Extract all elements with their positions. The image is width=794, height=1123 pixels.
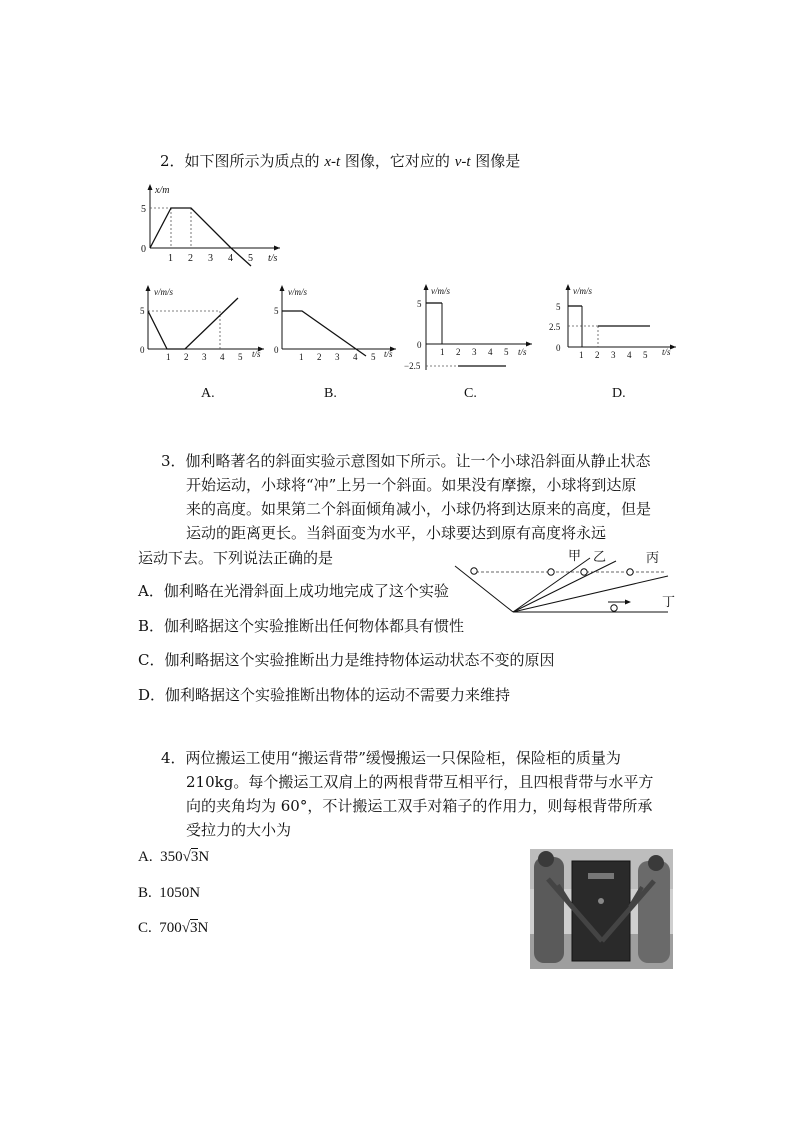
q4-choice-a-letter: A. — [138, 849, 153, 865]
b-ytick-0: 0 — [274, 345, 279, 355]
xt-xtick-3: 3 — [208, 253, 213, 264]
d-xtick-3: 3 — [611, 350, 616, 360]
a-xtick-1: 1 — [166, 352, 171, 362]
c-y-arrow — [424, 284, 429, 290]
a-xtick-3: 3 — [202, 352, 207, 362]
q3-line-3: 来的高度。如果第二个斜面倾角减小，小球仍将到达原来的高度，但是 — [186, 500, 652, 518]
d-ytick-2.5: 2.5 — [549, 322, 561, 332]
label-ding: 丁 — [662, 594, 676, 609]
c-xlabel: t/s — [518, 347, 527, 357]
q4-line-3: 向的夹角均为 60°，不计搬运工双手对箱子的作用力，则每根背带所承 — [186, 797, 653, 815]
q4-choice-b[interactable] — [138, 881, 200, 905]
b-xtick-3: 3 — [335, 352, 340, 362]
q3-line-2: 开始运动，小球将“冲”上另一个斜面。如果没有摩擦，小球将到达原 — [186, 476, 637, 494]
xt-xtick-2: 2 — [188, 253, 193, 264]
d-ytick-0: 0 — [556, 343, 561, 353]
label-jia: 甲 — [568, 548, 582, 563]
q3-continuation: 运动下去。下列说法正确的是 — [138, 549, 334, 567]
q2-xt-label: x-t — [324, 154, 341, 170]
d-ytick-5: 5 — [556, 302, 561, 312]
q2-vt-label: v-t — [454, 154, 471, 170]
c-xtick-4: 4 — [488, 347, 493, 357]
xt-x-arrow — [274, 246, 280, 251]
q2-stem-prefix: 2．如下图所示为质点的 — [160, 152, 325, 170]
d-ylabel: v/m/s — [573, 286, 592, 296]
b-ytick-5: 5 — [274, 306, 279, 316]
a-xtick-4: 4 — [220, 352, 225, 362]
q4-choice-a-coef: 350 — [160, 849, 183, 865]
c-ytick-neg: −2.5 — [404, 361, 421, 371]
a-xlabel: t/s — [252, 349, 261, 359]
ball-start — [471, 568, 477, 574]
q4-choice-c[interactable] — [138, 916, 208, 940]
b-xlabel: t/s — [384, 349, 393, 359]
q2-xt-graph — [138, 180, 288, 270]
q2-option-b-letter[interactable]: B. — [324, 386, 337, 401]
ball-jia — [548, 569, 554, 575]
xt-ytick-0: 0 — [141, 244, 146, 255]
q2-stem-suffix: 图像是 — [470, 152, 521, 170]
c-xtick-3: 3 — [472, 347, 477, 357]
b-y-arrow — [280, 285, 285, 291]
a-ytick-5: 5 — [140, 306, 145, 316]
xt-ylabel: x/m — [155, 185, 170, 196]
q3-line-1: 3．伽利略著名的斜面实验示意图如下所示。让一个小球沿斜面从静止状态 — [161, 452, 651, 470]
q4-line-2: 210kg。每个搬运工双肩上的两根背带互相平行，且四根背带与水平方 — [186, 773, 654, 791]
incline-yi — [513, 561, 616, 612]
label-yi: 乙 — [593, 549, 607, 564]
q2-option-c-letter[interactable]: C. — [464, 386, 477, 401]
q2-option-b-graph — [272, 282, 400, 372]
c-x-arrow — [526, 342, 532, 347]
incline-jia — [513, 558, 590, 612]
ball-bing — [627, 569, 633, 575]
c-xtick-2: 2 — [456, 347, 461, 357]
q4-choice-c-unit: N — [197, 920, 209, 936]
q2-option-a-graph — [140, 282, 268, 372]
xt-xtick-5: 5 — [248, 253, 253, 264]
a-ylabel: v/m/s — [154, 287, 173, 297]
incline-bing — [513, 576, 668, 612]
q4-choice-a-unit: N — [198, 849, 210, 865]
label-bing: 丙 — [646, 550, 660, 565]
d-x-arrow — [670, 345, 676, 350]
xt-xlabel: t/s — [268, 253, 278, 264]
a-ytick-0: 0 — [140, 345, 145, 355]
a-curve — [148, 298, 238, 349]
q4-choice-b-letter: B. — [138, 885, 152, 901]
q4-choice-c-letter: C. — [138, 920, 152, 936]
c-xtick-5: 5 — [504, 347, 509, 357]
q2-option-d-graph — [540, 282, 680, 372]
sqrt-icon: √ — [182, 849, 191, 865]
c-ylabel: v/m/s — [431, 286, 450, 296]
d-xlabel: t/s — [662, 347, 671, 357]
left-incline — [455, 566, 513, 612]
movers-safe-illustration — [530, 849, 673, 969]
ball-ding — [611, 605, 617, 611]
q4-line-4: 受拉力的大小为 — [186, 821, 292, 839]
xt-curve — [150, 208, 251, 266]
xt-xtick-1: 1 — [168, 253, 173, 264]
d-xtick-4: 4 — [627, 350, 632, 360]
sqrt-icon: √ — [181, 920, 190, 936]
mover-left — [534, 857, 564, 963]
a-xtick-2: 2 — [184, 352, 189, 362]
q4-choice-b-value: 1050N — [159, 885, 201, 901]
q2-option-c-graph — [400, 282, 536, 377]
q3-choice-b[interactable]: B．伽利略据这个实验推断出任何物体都具有惯性 — [138, 617, 465, 635]
ball-yi — [581, 569, 587, 575]
a-xtick-5: 5 — [238, 352, 243, 362]
xt-y-arrow — [148, 184, 153, 190]
c-ytick-5: 5 — [417, 299, 422, 309]
mover-right — [638, 861, 670, 963]
b-ylabel: v/m/s — [288, 287, 307, 297]
d-xtick-1: 1 — [579, 350, 584, 360]
q2-stem-mid: 图像，它对应的 — [340, 152, 455, 170]
q2-option-a-letter[interactable]: A. — [201, 386, 215, 401]
q3-incline-diagram — [450, 546, 680, 616]
q4-choice-a-root: 3 — [190, 849, 199, 865]
q2-stem — [160, 149, 520, 174]
a-y-arrow — [146, 285, 151, 291]
xt-xtick-4: 4 — [228, 253, 233, 264]
xt-ytick-5: 5 — [141, 204, 146, 215]
movers-safe-photo — [530, 849, 673, 969]
b-xtick-4: 4 — [353, 352, 358, 362]
b-xtick-1: 1 — [299, 352, 304, 362]
q3-choice-c[interactable]: C．伽利略据这个实验推断出力是维持物体运动状态不变的原因 — [138, 651, 555, 669]
q4-choice-c-coef: 700 — [159, 920, 182, 936]
q4-choice-c-root: 3 — [190, 920, 198, 936]
c-xtick-1: 1 — [440, 347, 445, 357]
d-xtick-5: 5 — [643, 350, 648, 360]
b-xtick-2: 2 — [317, 352, 322, 362]
q4-line-1: 4．两位搬运工使用“搬运背带”缓慢搬运一只保险柜，保险柜的质量为 — [161, 749, 621, 767]
c-ytick-0: 0 — [417, 340, 422, 350]
q3-line-4: 运动的距离更长。当斜面变为水平，小球要达到原有高度将永远 — [186, 524, 607, 542]
q4-choice-a[interactable] — [138, 845, 209, 869]
b-xtick-5: 5 — [371, 352, 376, 362]
q3-choice-a[interactable]: A．伽利略在光滑斜面上成功地完成了这个实验 — [138, 582, 449, 600]
d-y-arrow — [566, 284, 571, 290]
q3-choice-d[interactable]: D．伽利略据这个实验推断出物体的运动不需要力来维持 — [138, 686, 511, 704]
motion-arrow-head — [625, 600, 631, 605]
q2-option-d-letter[interactable]: D. — [612, 386, 626, 401]
d-xtick-2: 2 — [595, 350, 600, 360]
